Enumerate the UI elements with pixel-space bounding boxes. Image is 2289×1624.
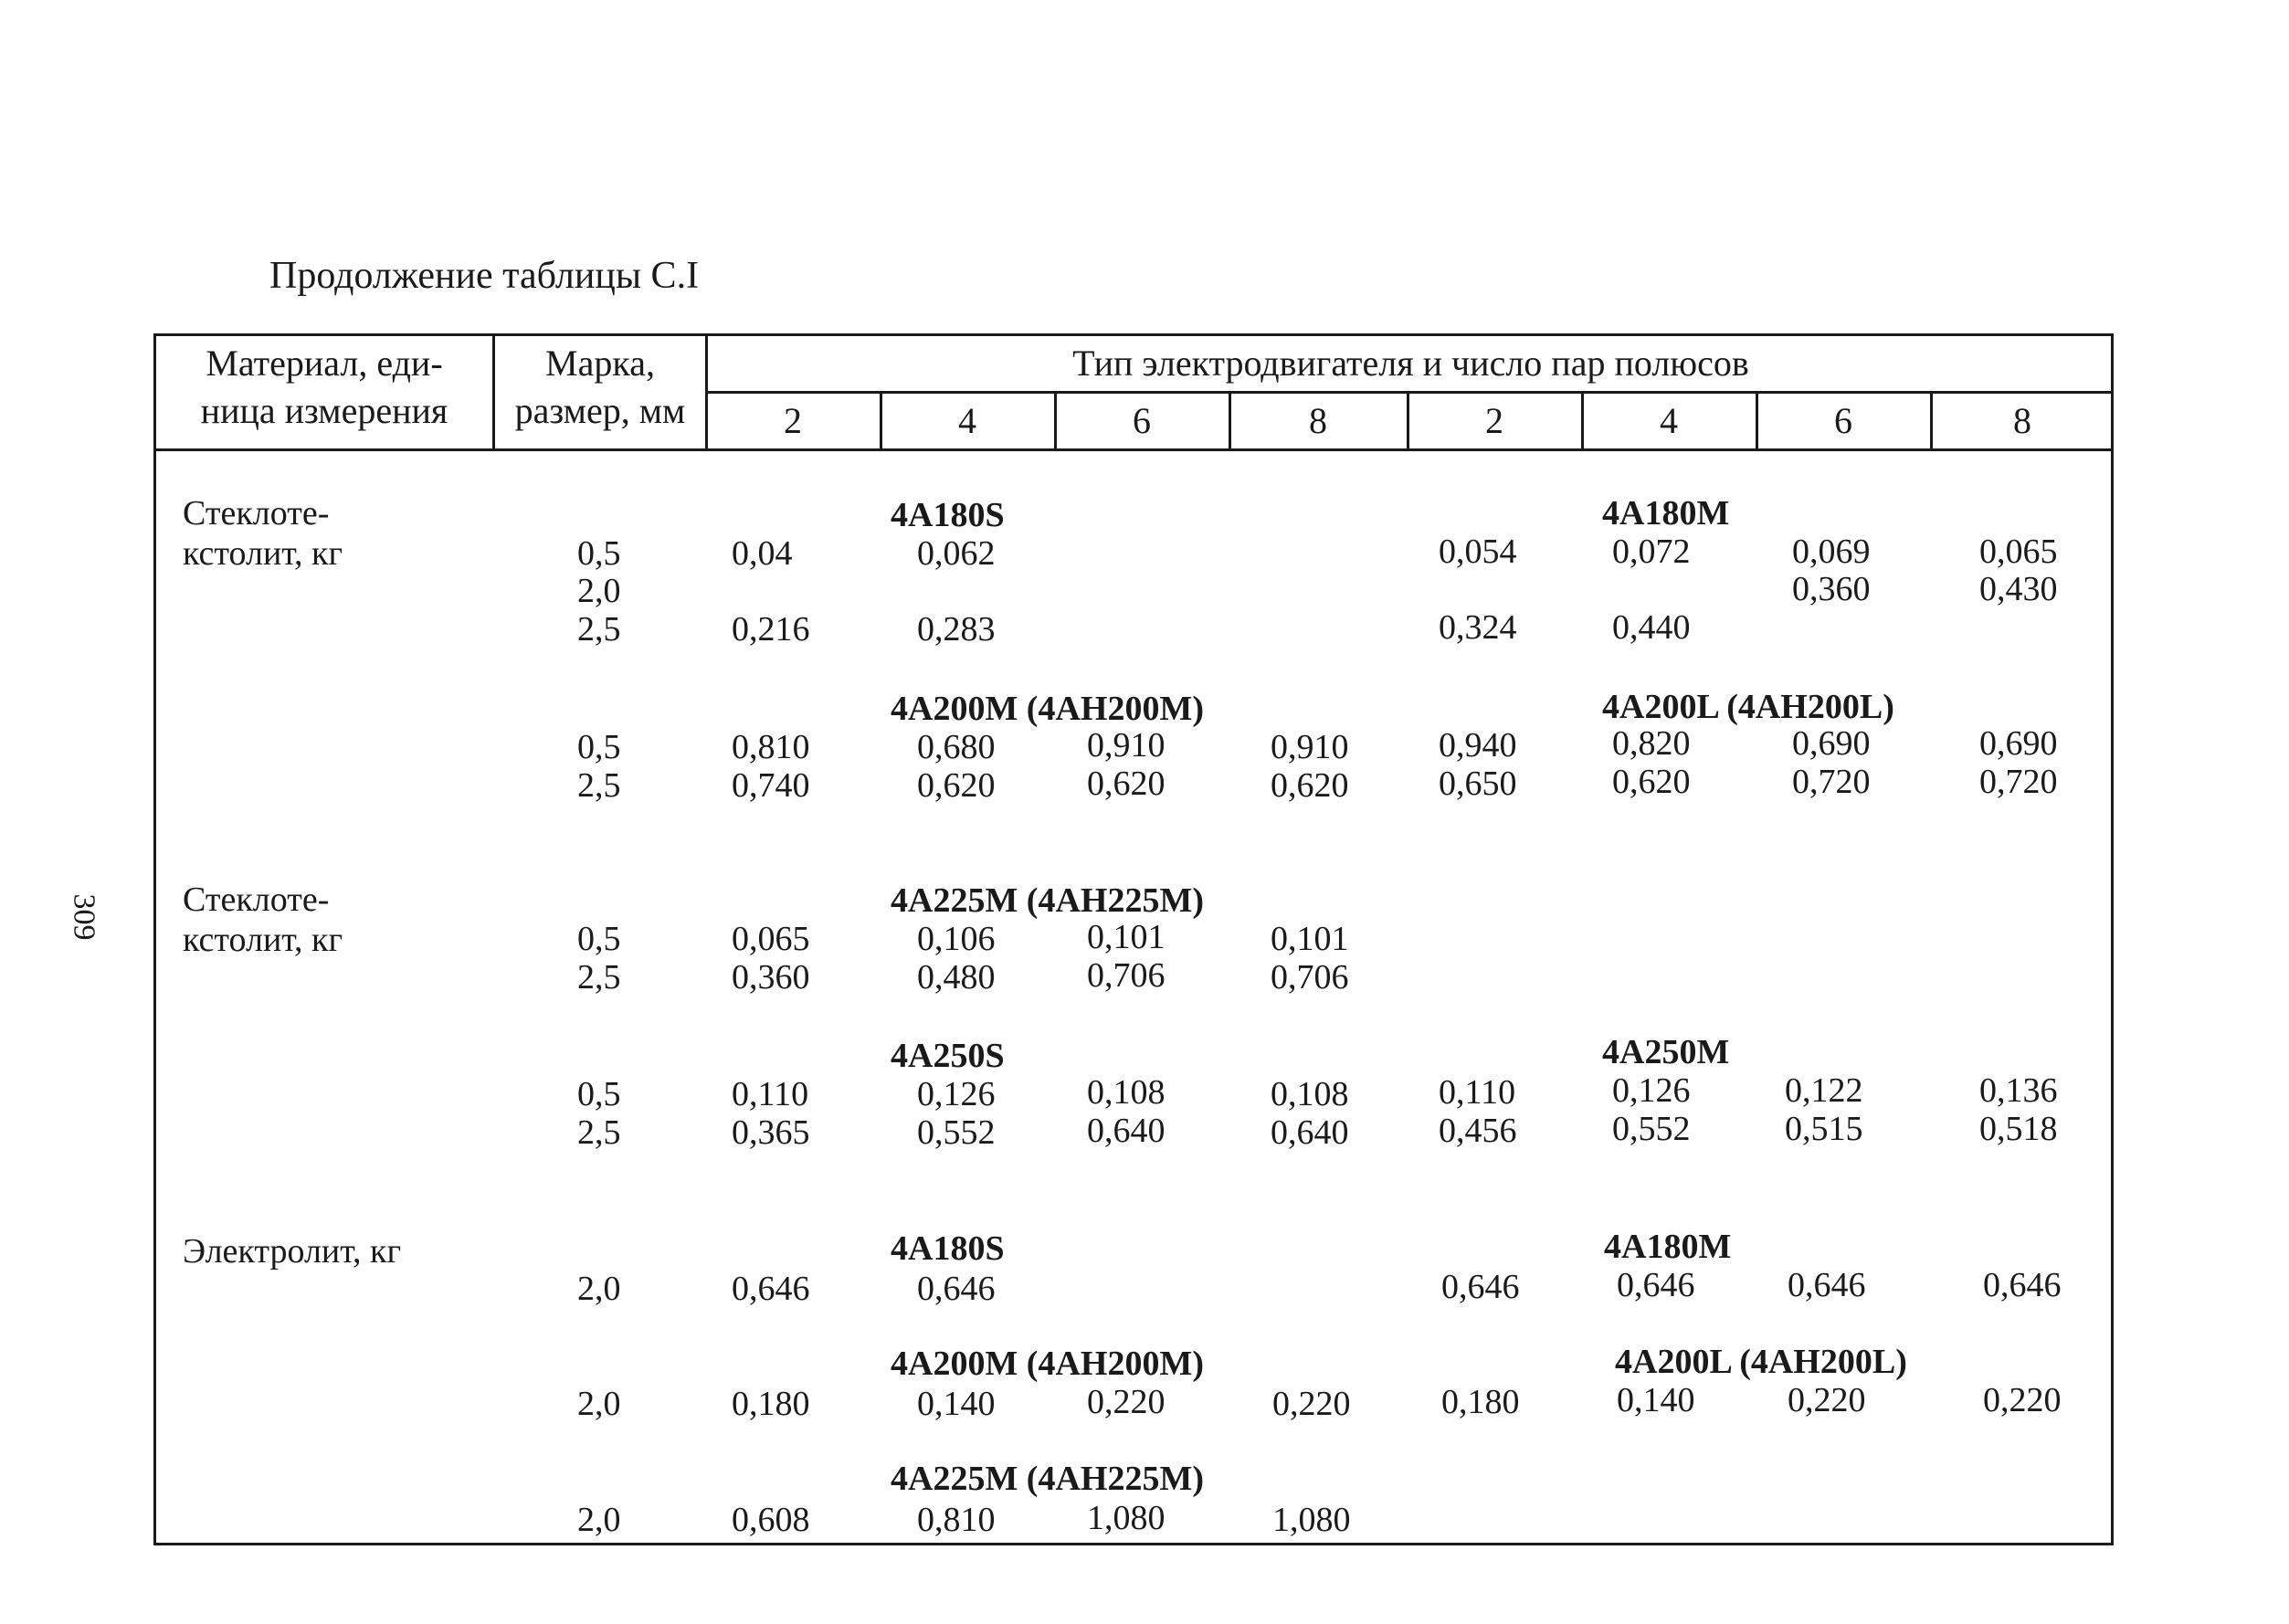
table-cell: 0,706 [1087, 956, 1166, 995]
motor-model-right: 4A200L (4AH200L) [1602, 688, 1894, 726]
size-value: 2,5 [577, 766, 621, 805]
table-cell: 0,640 [1087, 1112, 1166, 1150]
table-caption: Продолжение таблицы С.I [269, 255, 700, 297]
header-mark-line2: размер, мм [514, 390, 686, 431]
table-cell: 0,910 [1087, 726, 1166, 765]
size-value: 0,5 [577, 728, 621, 766]
col-divider [1407, 391, 1409, 450]
pole-column-header: 6 [1133, 400, 1151, 441]
table-cell: 0,720 [1979, 763, 2058, 801]
table-cell: 0,640 [1271, 1113, 1349, 1152]
motor-model-right: 4A180M [1604, 1228, 1732, 1266]
material-label [183, 1231, 401, 1271]
table-cell: 0,283 [917, 610, 996, 649]
motor-model-right: 4A250M [1602, 1033, 1730, 1071]
table-cell: 0,515 [1785, 1110, 1863, 1148]
material-label [183, 880, 343, 960]
table-cell: 0,108 [1087, 1073, 1166, 1112]
table-cell: 0,620 [1612, 763, 1691, 801]
table-cell: 0,365 [732, 1113, 810, 1152]
table-cell: 0,04 [732, 534, 793, 573]
table-cell: 0,910 [1271, 728, 1349, 766]
pole-column-header: 4 [958, 400, 976, 441]
motor-model-left: 4A250S [891, 1037, 1005, 1075]
motor-model-left: 4A180S [891, 1229, 1005, 1268]
material-label [183, 493, 343, 574]
table-cell: 0,810 [732, 728, 810, 766]
pole-column-header: 8 [2013, 400, 2031, 441]
table-cell: 0,690 [1979, 724, 2058, 763]
table-cell: 0,440 [1612, 608, 1691, 647]
pole-column-header: 6 [1834, 400, 1852, 441]
size-value: 2,0 [577, 1501, 621, 1539]
motor-model-left: 4A225M (4AH225M) [891, 881, 1204, 920]
motor-model-left: 4A225M (4AH225M) [891, 1460, 1204, 1498]
table-cell: 0,324 [1439, 608, 1517, 647]
col-divider [1054, 391, 1057, 450]
table-cell: 0,650 [1439, 765, 1517, 803]
col-divider [1930, 391, 1933, 450]
table-cell: 0,456 [1439, 1112, 1517, 1150]
table-cell: 0,180 [732, 1385, 810, 1423]
size-value: 2,5 [577, 958, 621, 997]
header-type-title: Тип электродвигателя и число пар полюсов [1072, 343, 1749, 384]
header-line-sub [705, 391, 2114, 394]
table-cell: 0,646 [732, 1270, 810, 1308]
table-cell: 0,136 [1979, 1071, 2058, 1110]
material-label-line1: Стеклоте- [183, 881, 330, 919]
table-cell: 0,122 [1785, 1071, 1863, 1110]
table-cell: 0,140 [1617, 1381, 1695, 1419]
table-cell: 0,646 [1617, 1266, 1695, 1304]
table-cell: 0,646 [1788, 1266, 1866, 1304]
pole-column-header: 8 [1309, 400, 1327, 441]
pole-column-header: 4 [1660, 400, 1678, 441]
table-cell: 0,072 [1612, 533, 1691, 571]
material-label-line1: Электролит, кг [183, 1232, 402, 1271]
table-cell: 0,646 [1983, 1266, 2062, 1304]
size-value: 2,5 [577, 610, 621, 649]
table-cell: 0,480 [917, 958, 996, 997]
size-value: 0,5 [577, 534, 621, 573]
table-cell: 0,140 [917, 1385, 996, 1423]
col-divider [1581, 391, 1584, 450]
page-number: 309 [67, 893, 101, 941]
table-cell: 0,646 [917, 1270, 996, 1308]
size-value: 2,0 [577, 1270, 621, 1308]
table-cell: 0,108 [1271, 1075, 1349, 1113]
table-cell: 0,430 [1979, 570, 2058, 608]
table-cell: 0,646 [1441, 1268, 1520, 1306]
table-cell: 1,080 [1087, 1499, 1166, 1537]
table-cell: 0,680 [917, 728, 996, 766]
table-cell: 0,054 [1439, 533, 1517, 571]
table-cell: 0,620 [1087, 765, 1166, 803]
table-cell: 0,810 [917, 1501, 996, 1539]
table-cell: 0,106 [917, 920, 996, 958]
size-value: 2,0 [577, 572, 621, 610]
table-cell: 0,220 [1983, 1381, 2062, 1419]
material-label-line1: Стеклоте- [183, 494, 330, 533]
table-cell: 0,706 [1271, 958, 1349, 997]
table-cell: 0,360 [1792, 570, 1871, 608]
material-label-line2: кстолит, кг [183, 534, 343, 573]
size-value: 0,5 [577, 920, 621, 958]
header-material-line1: Материал, еди- [206, 343, 443, 384]
table-cell: 0,065 [732, 920, 810, 958]
table-cell: 0,740 [732, 766, 810, 805]
table-cell: 0,110 [732, 1075, 809, 1113]
header-line-bottom [153, 448, 2114, 451]
col-divider [1229, 391, 1231, 450]
table-cell: 0,220 [1272, 1385, 1351, 1423]
table-cell: 0,608 [732, 1501, 810, 1539]
table-cell: 0,126 [1612, 1071, 1691, 1110]
table-cell: 0,518 [1979, 1110, 2058, 1148]
table-cell: 0,620 [1271, 766, 1349, 805]
table-cell: 0,620 [917, 766, 996, 805]
table-cell: 0,220 [1087, 1383, 1166, 1421]
material-label-line2: кстолит, кг [183, 921, 343, 959]
motor-model-left: 4A200M (4AH200M) [891, 690, 1204, 728]
size-value: 2,0 [577, 1385, 621, 1423]
table-cell: 0,552 [1612, 1110, 1691, 1148]
table-cell: 0,552 [917, 1113, 996, 1152]
table-cell: 0,180 [1441, 1383, 1520, 1421]
pole-column-header: 2 [784, 400, 802, 441]
table-cell: 0,101 [1271, 920, 1349, 958]
table-cell: 0,065 [1979, 533, 2058, 571]
motor-model-right: 4A200L (4AH200L) [1615, 1343, 1907, 1381]
table-cell: 0,720 [1792, 763, 1871, 801]
header-material-line2: ница измерения [200, 390, 448, 431]
table-cell: 0,940 [1439, 726, 1517, 765]
table-cell: 0,360 [732, 958, 810, 997]
motor-model-right: 4A180M [1602, 494, 1730, 533]
table-cell: 0,126 [917, 1075, 996, 1113]
table-cell: 0,069 [1792, 533, 1871, 571]
table-cell: 0,690 [1792, 724, 1871, 763]
table-cell: 0,220 [1788, 1381, 1866, 1419]
table-cell: 0,101 [1087, 918, 1166, 956]
motor-model-left: 4A180S [891, 496, 1005, 534]
table-cell: 0,820 [1612, 724, 1691, 763]
table-cell: 0,110 [1439, 1073, 1516, 1112]
size-value: 0,5 [577, 1075, 621, 1113]
col-divider [1756, 391, 1758, 450]
table-cell: 0,216 [732, 610, 810, 649]
size-value: 2,5 [577, 1113, 621, 1152]
motor-model-left: 4A200M (4AH200M) [891, 1345, 1204, 1383]
col-divider [880, 391, 882, 450]
table-cell: 0,062 [917, 534, 996, 573]
table-cell: 1,080 [1272, 1501, 1351, 1539]
header-mark-line1: Марка, [545, 343, 655, 384]
pole-column-header: 2 [1485, 400, 1503, 441]
